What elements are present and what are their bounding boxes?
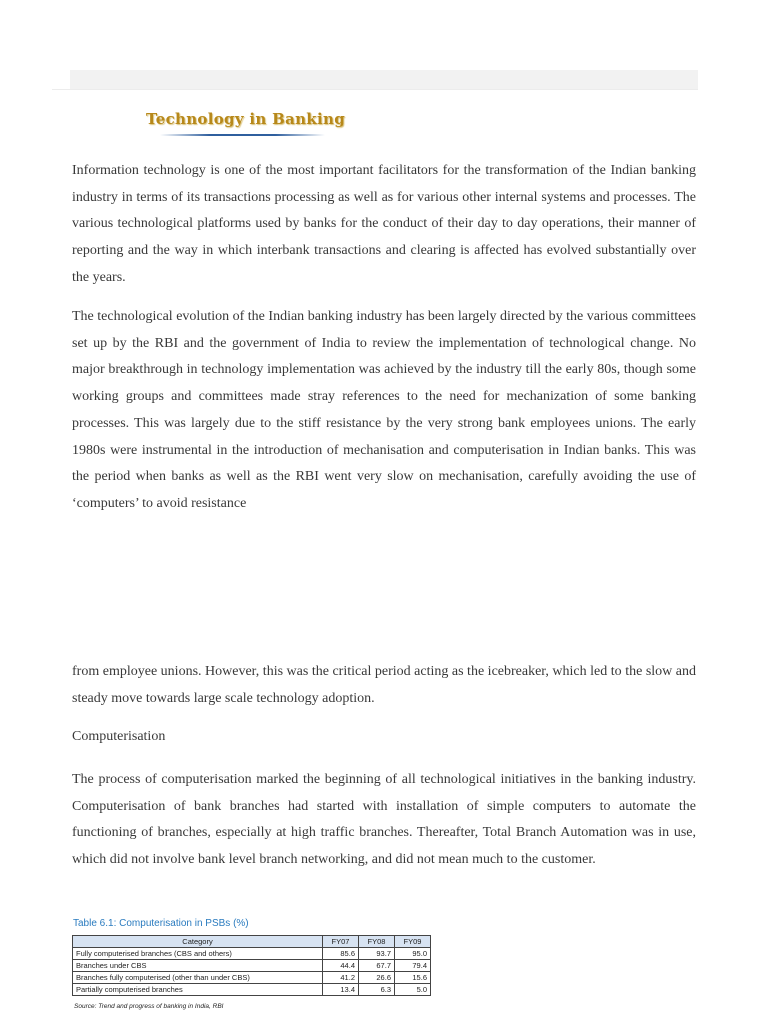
table-row (73, 948, 431, 960)
table-title: Table 6.1: Computerisation in PSBs (%) (73, 918, 249, 929)
top-bar (70, 70, 698, 90)
header-fy07: FY07 (323, 936, 359, 948)
cell-fy07: 13.4 (323, 984, 359, 996)
row-category: Branches fully computerised (other than under CBS) (73, 972, 323, 984)
subheading: Computerisation (72, 729, 166, 744)
cell-fy08: 6.3 (359, 984, 395, 996)
header-fy08: FY08 (359, 936, 395, 948)
header-category: Category (73, 936, 323, 948)
cell-fy07: 85.6 (323, 948, 359, 960)
cell-fy09: 79.4 (395, 960, 431, 972)
header-fy09: FY09 (395, 936, 431, 948)
table-source: Source: Trend and progress of banking in India, RBI (74, 1003, 224, 1010)
cell-fy08: 26.6 (359, 972, 395, 984)
cell-fy07: 44.4 (323, 960, 359, 972)
paragraph-3: from employee unions. However, this was the critical period acting as the icebreaker, which led to the slow and steady move towards large scale technology adoption. (72, 664, 696, 706)
table-row (73, 972, 431, 984)
row-category: Fully computerised branches (CBS and others) (73, 948, 323, 960)
paragraph-2: The technological evolution of the Indian banking industry has been largely directed by the various committees set up by the RBI and the government of India to review the implementation of technological change. No major breakthrough in technology implementation was achieved by the industry till the early 80s, though some working groups and committees made stray references to the need for mechanization of some banking processes. This was largely due to the stiff resistance by the very strong bank employees unions. The early 1980s were instrumental in the introduction of mechanisation and computerisation in Indian banks. This was the period when banks as well as the RBI went very slow on mechanisation, carefully avoiding the use of ‘computers’ to avoid resistance (72, 309, 696, 511)
cell-fy07: 41.2 (323, 972, 359, 984)
cell-fy09: 95.0 (395, 948, 431, 960)
cell-fy08: 67.7 (359, 960, 395, 972)
computerisation-table (72, 935, 431, 996)
row-category: Branches under CBS (73, 960, 323, 972)
paragraph-1: Information technology is one of the most important facilitators for the transformation of the Indian banking industry in terms of its transactions processing as well as for various other internal systems and processes. The various technological platforms used by banks for the conduct of their day to day operations, their manner of reporting and the way in which interbank transactions and clearing is affected has evolved substantially over the years. (72, 163, 696, 285)
section-heading: Technology in Banking (146, 110, 345, 128)
cell-fy09: 5.0 (395, 984, 431, 996)
top-divider (52, 89, 698, 90)
paragraph-4: The process of computerisation marked the beginning of all technological initiatives in the banking industry. Computerisation of bank branches had started with installation of simple computers to automate the functioning of branches, especially at high traffic branches. Thereafter, Total Branch Automation was in use, which did not involve bank level branch networking, and did not mean much to the customer. (72, 772, 696, 868)
cell-fy09: 15.6 (395, 972, 431, 984)
cell-fy08: 93.7 (359, 948, 395, 960)
table-row (73, 960, 431, 972)
table-row (73, 984, 431, 996)
heading-underline (160, 134, 325, 136)
table-header-row (73, 936, 431, 948)
row-category: Partially computerised branches (73, 984, 323, 996)
